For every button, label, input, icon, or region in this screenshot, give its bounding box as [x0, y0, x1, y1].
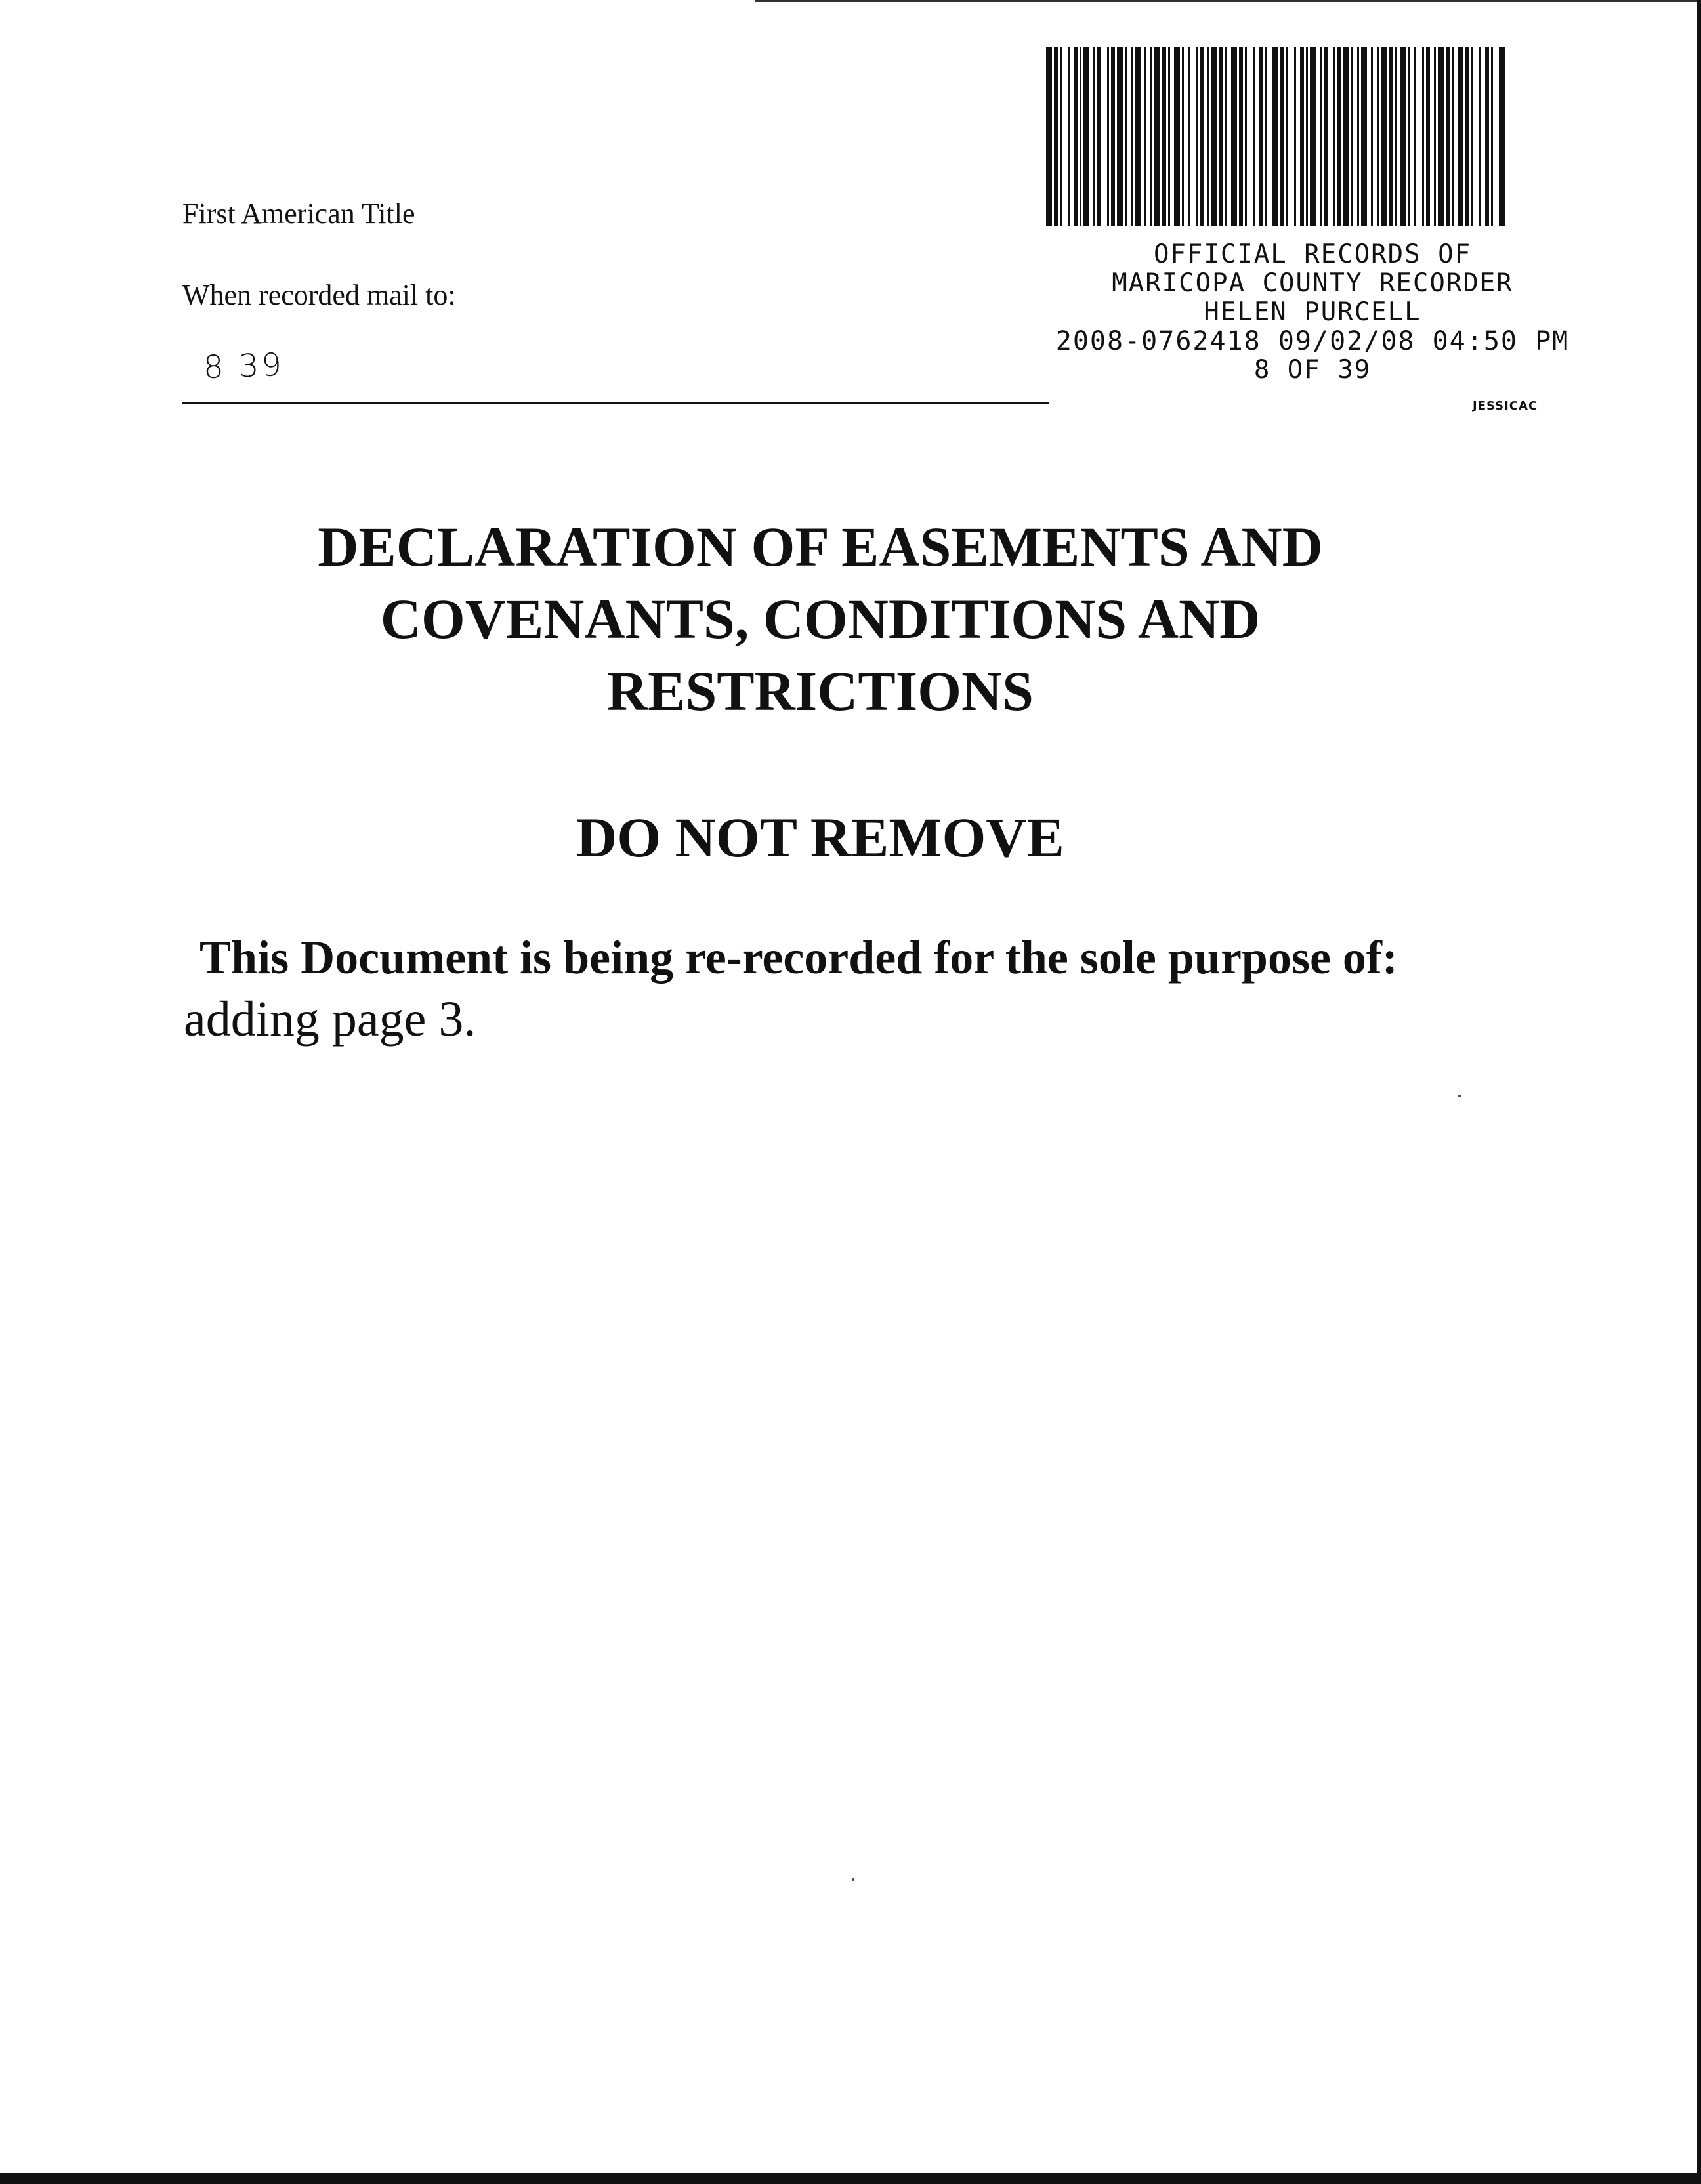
page-count: 8 OF 39: [1253, 355, 1372, 385]
scan-speck: [1458, 1095, 1461, 1097]
scan-edge-right: [1697, 0, 1701, 2184]
purpose-label: This Document is being re-recorded for the sole purpose of:: [200, 931, 1398, 984]
title-line-2: COVENANTS, CONDITIONS AND: [380, 587, 1261, 650]
title-line-1: DECLARATION OF EASEMENTS AND: [318, 515, 1323, 578]
scan-edge-bottom: [0, 2174, 1701, 2184]
recording-number: 2008-0762418 09/02/08 04:50 PM: [1055, 326, 1570, 356]
barcode-image: [1043, 47, 1507, 226]
do-not-remove-notice: DO NOT REMOVE: [576, 806, 1064, 869]
title-line-3: RESTRICTIONS: [607, 660, 1034, 723]
purpose-value: adding page 3.: [184, 992, 476, 1047]
company-name: First American Title: [182, 198, 415, 230]
address-line: [182, 402, 1049, 404]
stamp-line-1: OFFICIAL RECORDS OF: [1153, 240, 1472, 269]
mail-to-label: When recorded mail to:: [182, 279, 456, 311]
stamp-line-2: MARICOPA COUNTY RECORDER: [1112, 268, 1513, 298]
recorder-stamp: [1050, 240, 1575, 385]
scan-speck: [852, 1878, 854, 1881]
stamp-line-3: HELEN PURCELL: [1204, 297, 1421, 327]
clerk-id: JESSICAC: [1473, 399, 1538, 413]
scan-edge-top: [755, 0, 1700, 2]
document-title: [197, 511, 1444, 727]
handwritten-note: 8 39: [203, 346, 285, 387]
